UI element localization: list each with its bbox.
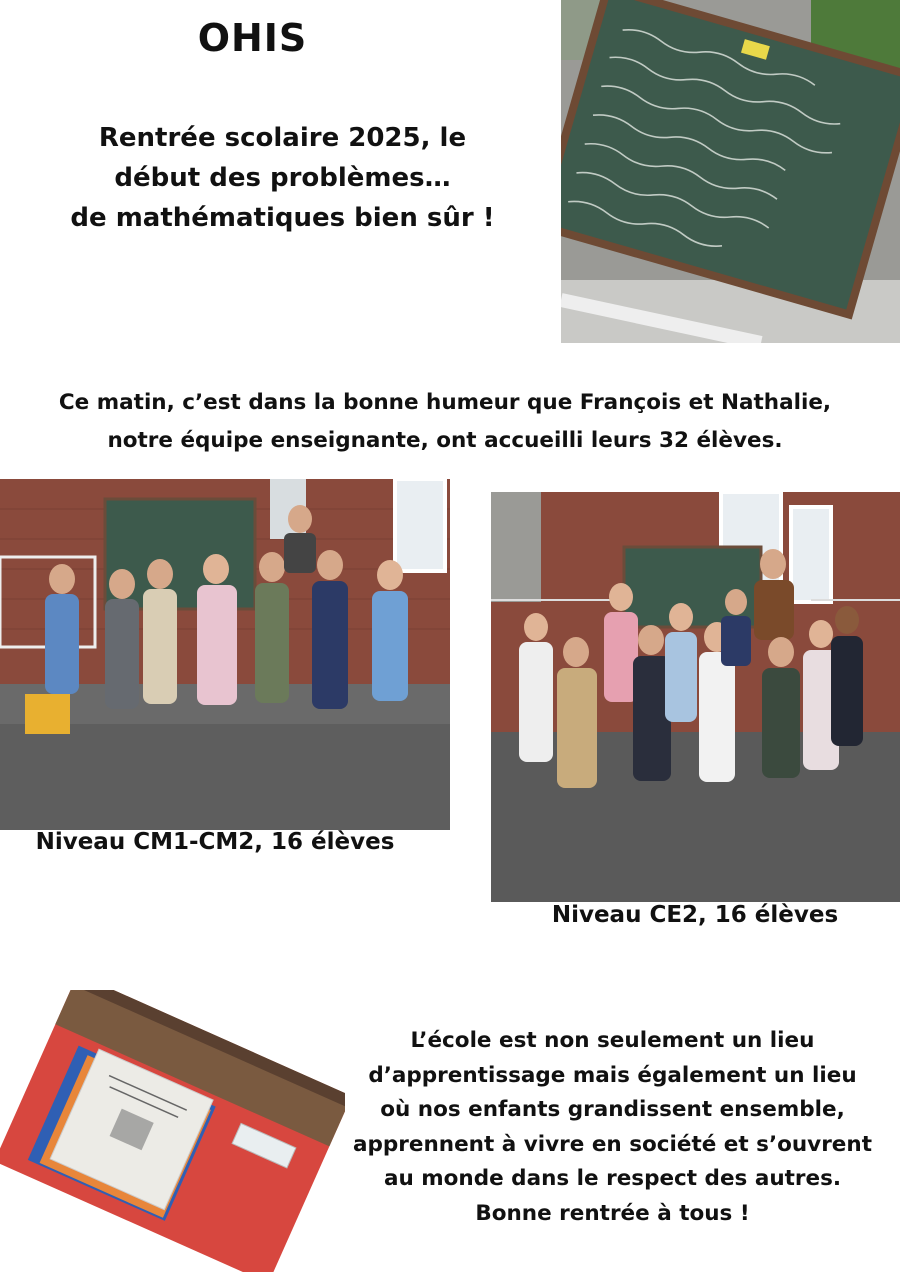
closing-line: au monde dans le respect des autres. xyxy=(383,1166,842,1191)
chalkboard-photo xyxy=(561,0,900,343)
chalkboard-illustration xyxy=(561,0,900,343)
subtitle-line: début des problèmes… xyxy=(114,163,451,193)
closing-line: Bonne rentrée à tous ! xyxy=(475,1200,750,1226)
caption-cm1-cm2: Niveau CM1-CM2, 16 élèves xyxy=(35,829,395,855)
subtitle-line: Rentrée scolaire 2025, le xyxy=(98,123,467,153)
class-photo-cm1-cm2 xyxy=(0,479,450,830)
class-photo-illustration xyxy=(491,492,900,902)
closing-line: d’apprentissage mais également un lieu xyxy=(368,1062,857,1088)
desk-notebooks-photo xyxy=(0,990,345,1272)
caption-ce2: Niveau CE2, 16 élèves xyxy=(551,902,839,928)
intro-text xyxy=(0,384,890,460)
closing-line: où nos enfants grandissent ensemble, xyxy=(380,1097,845,1122)
page-title: OHIS xyxy=(197,16,308,60)
subtitle xyxy=(30,118,535,238)
subtitle-line: de mathématiques bien sûr ! xyxy=(70,203,495,233)
closing-line: apprennent à vivre en société et s’ouvrent xyxy=(353,1131,872,1157)
closing-line: L’école est non seulement un lieu xyxy=(410,1028,815,1053)
class-photo-illustration xyxy=(0,479,450,830)
closing-text xyxy=(340,1024,885,1231)
desk-illustration xyxy=(0,990,345,1272)
class-photo-ce2 xyxy=(491,492,900,902)
intro-line: notre équipe enseignante, ont accueilli leurs 32 élèves. xyxy=(107,428,783,453)
intro-line: Ce matin, c’est dans la bonne humeur que François et Nathalie, xyxy=(58,390,832,415)
